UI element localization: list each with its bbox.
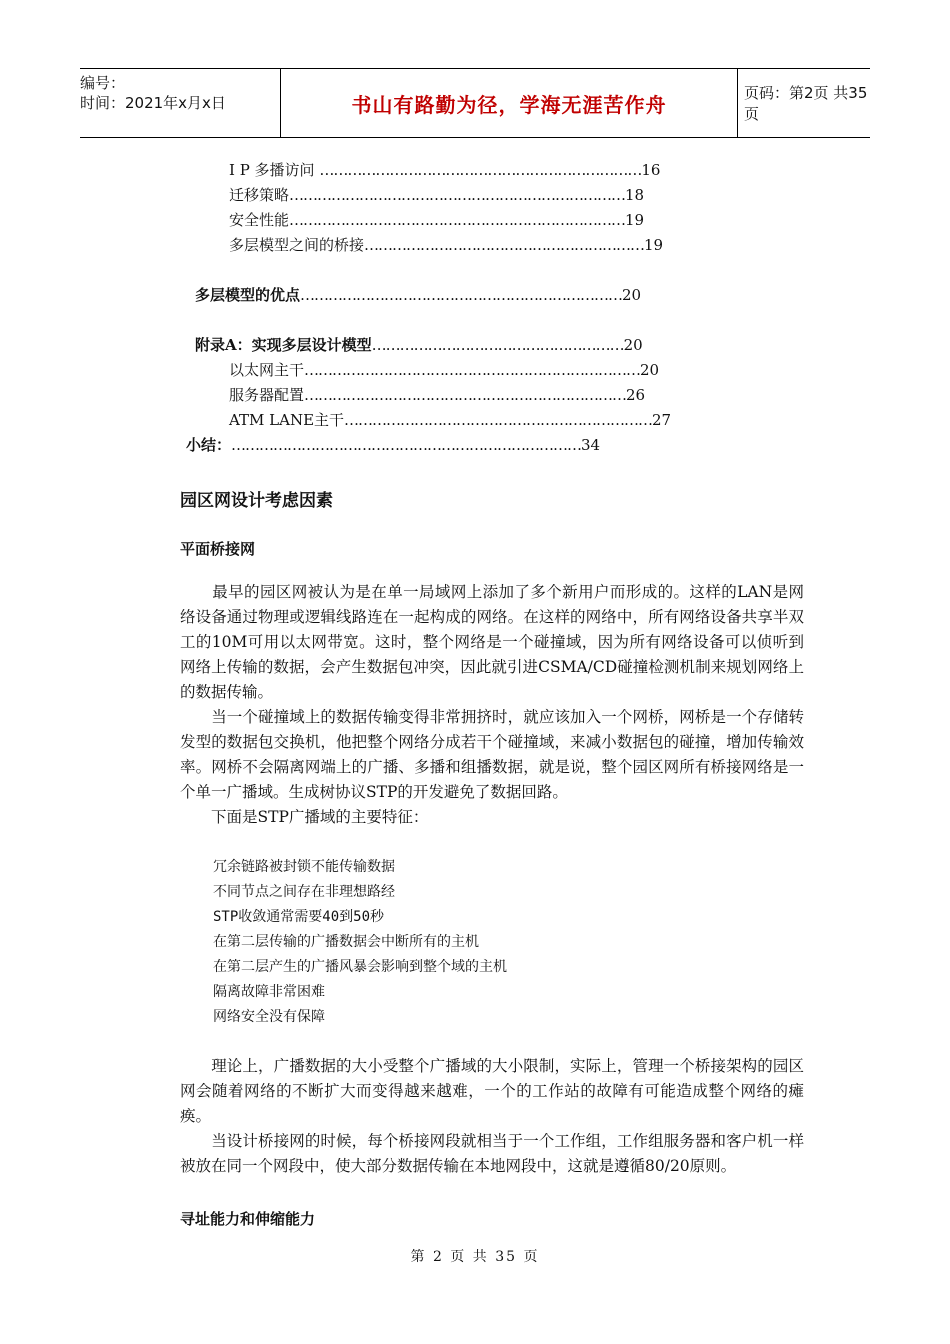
toc-title: 多层模型之间的桥接: [229, 236, 365, 254]
toc-entry: 服务器配置……………………………………………………………26: [229, 386, 646, 404]
section-title: 园区网设计考虑因素: [180, 491, 333, 511]
toc-entry: 多层模型的优点……………………………………………………………20: [195, 286, 642, 304]
toc-entry: 小结：…………………………………………………………………34: [186, 436, 601, 454]
paragraph: 当一个碰撞域上的数据传输变得非常拥挤时，就应该加入一个网桥，网桥是一个存储转发型的数据包交换机，他把整个网络分成若干个碰撞域，来减小数据包的碰撞，增加传输效率。网桥不会隔离网端上的广播、多播和组播数据，就是说，整个园区网所有桥接网络是一个单一广播域。生成树协议STP的开发避免了数据回路。: [180, 708, 804, 801]
header-meta: [80, 69, 280, 141]
toc-entry: 迁移策略………………………………………………………………18: [229, 186, 645, 204]
toc-page: 20: [622, 286, 642, 304]
list-item: 网络安全没有保障: [213, 1009, 325, 1025]
feature-list: [213, 855, 507, 1030]
list-item: 不同节点之间存在非理想路经: [213, 884, 395, 900]
toc-title: 以太网主干: [229, 361, 305, 379]
toc-page: 27: [652, 411, 672, 429]
toc-entry: 多层模型之间的桥接……………………………………………………19: [229, 236, 664, 254]
toc-title: 多层模型的优点: [195, 286, 301, 304]
paragraph: 当设计桥接网的时候，每个桥接网段就相当于一个工作组，工作组服务器和客户机一样被放在同一个网段中，使大部分数据传输在本地网段中，这就是遵循80/20原则。: [180, 1132, 804, 1175]
toc-entry: ATM LANE主干…………………………………………………………27: [229, 411, 672, 429]
list-item: 隔离故障非常困难: [213, 984, 325, 1000]
toc-page: 19: [644, 236, 664, 254]
toc-entry: 以太网主干………………………………………………………………20: [229, 361, 660, 379]
toc-title: I P 多播访问: [229, 161, 320, 179]
header-motto: 书山有路勤为径，学海无涯苦作舟: [351, 92, 667, 117]
toc-page: 19: [625, 211, 645, 229]
page-header: [80, 68, 870, 138]
toc-entry: I P 多播访问 ……………………………………………………………16: [229, 161, 661, 179]
number-label: 编号：: [80, 74, 126, 92]
toc-title: 服务器配置: [229, 386, 305, 404]
paragraph: 下面是STP广播域的主要特征：: [180, 808, 429, 826]
toc-title: ATM LANE主干: [229, 411, 345, 429]
header-page-info: 页码：第2页 共35页: [744, 84, 868, 123]
toc-title: 附录A：实现多层设计模型: [195, 336, 372, 354]
toc-page: 20: [623, 336, 643, 354]
header-motto-cell: [280, 69, 738, 137]
toc-title: 小结：: [186, 436, 232, 454]
page-footer: 第 2 页 共 35 页: [410, 1249, 540, 1265]
toc-page: 16: [641, 161, 661, 179]
toc-title: 安全性能: [229, 211, 290, 229]
list-item: 冗余链路被封锁不能传输数据: [213, 859, 395, 875]
toc-entry: 安全性能………………………………………………………………19: [229, 211, 645, 229]
toc-entry: 附录A：实现多层设计模型………………………………………………20: [195, 336, 643, 354]
list-item: STP收敛通常需要40到50秒: [213, 909, 385, 925]
toc-page: 34: [581, 436, 601, 454]
paragraph: 最早的园区网被认为是在单一局域网上添加了多个新用户而形成的。这样的LAN是网络设备通过物理或逻辑线路连在一起构成的网络。在这样的网络中，所有网络设备共享半双工的10M可用以太网带宽。这时，整个网络是一个碰撞域，因为所有网络设备可以侦听到网络上传输的数据，会产生数据包冲突，因此就引进CSMA/CD碰撞检测机制来规划网络上的数据传输。: [180, 583, 804, 701]
toc-page: 26: [626, 386, 646, 404]
paragraph: 理论上，广播数据的大小受整个广播域的大小限制，实际上，管理一个桥接架构的园区网会随着网络的不断扩大而变得越来越难，一个的工作站的故障有可能造成整个网络的瘫痪。: [180, 1057, 804, 1125]
list-item: 在第二层产生的广播风暴会影响到整个域的主机: [213, 959, 507, 975]
subsection-title: 寻址能力和伸缩能力: [180, 1210, 316, 1228]
toc-page: 18: [625, 186, 645, 204]
subsection-title: 平面桥接网: [180, 540, 256, 558]
toc-title: 迁移策略: [229, 186, 290, 204]
toc-page: 20: [640, 361, 660, 379]
time-label: 时间：2021年x月x日: [80, 94, 226, 112]
list-item: 在第二层传输的广播数据会中断所有的主机: [213, 934, 479, 950]
